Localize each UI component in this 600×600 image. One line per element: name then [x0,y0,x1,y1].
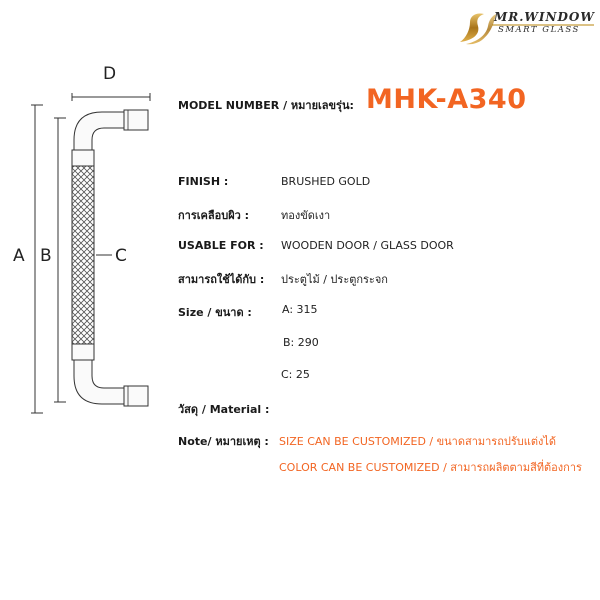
usable-for-value: WOODEN DOOR / GLASS DOOR [281,239,454,252]
dimension-label-a: A [13,246,25,266]
usable-for-thai-label: สามารถใช้ได้กับ : [178,273,265,286]
model-number-value: MHK-A340 [366,84,527,115]
dimension-label-d: D [103,64,117,84]
note-color-customized: COLOR CAN BE CUSTOMIZED / สามารถผลิตตามสีที่ต้องการ [279,461,582,474]
logo-text-secondary: SMART GLASS [498,25,580,35]
usable-for-label: USABLE FOR : [178,239,264,252]
note-label: Note/ หมายเหตุ : [178,435,269,448]
dimension-label-c: C [115,246,127,266]
dimension-label-b: B [40,246,52,266]
material-label: วัสดุ / Material : [178,403,270,416]
logo-text-primary: MR.WINDOW [494,10,595,24]
model-number-label: MODEL NUMBER / หมายเลขรุ่น: [178,99,354,112]
size-a-value: A: 315 [282,303,318,316]
size-b-value: B: 290 [283,336,319,349]
size-label: Size / ขนาด : [178,306,252,319]
finish-thai-value: ทองขัดเงา [281,209,331,222]
finish-thai-label: การเคลือบผิว : [178,209,250,222]
note-size-customized: SIZE CAN BE CUSTOMIZED / ขนาดสามารถปรับแต่งได้ [279,435,557,448]
finish-value: BRUSHED GOLD [281,175,371,188]
size-c-value: C: 25 [281,368,310,381]
finish-label: FINISH : [178,175,229,188]
usable-for-thai-value: ประตูไม้ / ประตูกระจก [281,273,388,286]
